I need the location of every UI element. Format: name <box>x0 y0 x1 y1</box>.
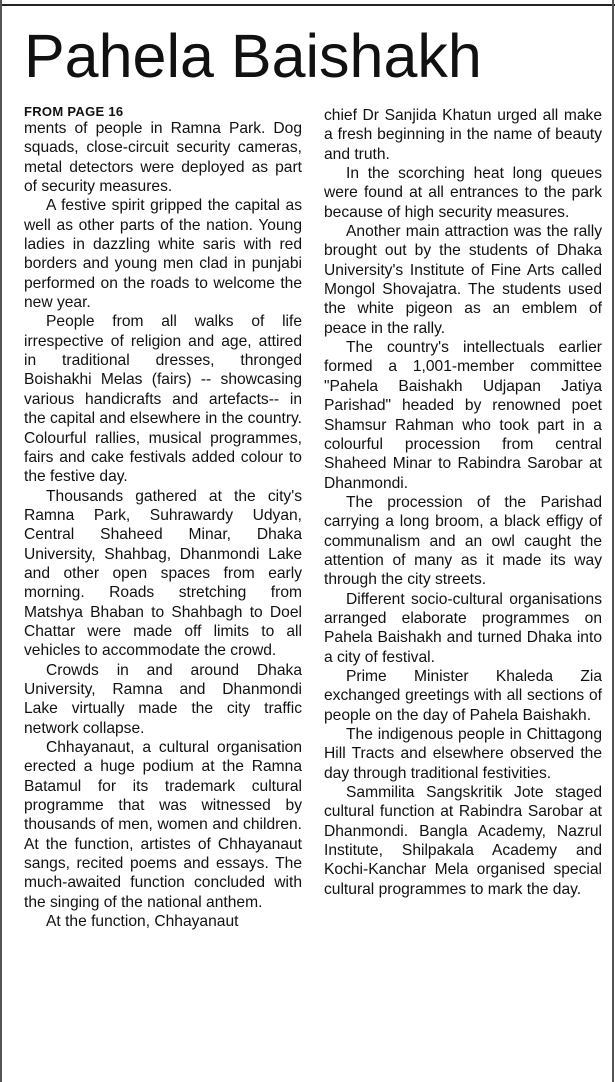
left-column <box>24 104 302 931</box>
headline: Pahela Baishakh <box>24 22 482 90</box>
kicker: FROM PAGE 16 <box>24 104 124 119</box>
paragraph: The country's intellectuals earlier formed a 1,001-member committee "Pahela Baishakh Udjapan Jatiya Parishad" headed by renowned poet Shamsur Rahman who took part in a colourful procession from central Shaheed Minar to Rabindra Sarobar at Dhanmondi. <box>324 339 602 492</box>
paragraph: In the scorching heat long queues were found at all entrances to the park because of high security measures. <box>324 165 602 221</box>
paragraph: ments of people in Ramna Park. Dog squads, close-circuit security cameras, metal detectors were deployed as part of security measures. <box>24 120 302 196</box>
paragraph: Different socio-cultural organisations arranged elaborate programmes on Pahela Baishakh and turned Dhaka into a city of festival. <box>324 590 602 666</box>
paragraph: At the function, Chhayanaut <box>46 913 239 931</box>
paragraph: The indigenous people in Chittagong Hill Tracts and elsewhere observed the day through traditional festivities. <box>324 726 602 782</box>
paragraph: Crowds in and around Dhaka University, Ramna and Dhanmondi Lake virtually made the city traffic network collapse. <box>24 661 302 737</box>
paragraph: Sammilita Sangskritik Jote staged cultural function at Rabindra Sarobar at Dhanmondi. Bangla Academy, Nazrul Institute, Shilpakala Academy and Kochi-Kanchar Mela organised special cultural programmes to mark the day. <box>324 784 602 898</box>
paragraph: chief Dr Sanjida Khatun urged all make a fresh beginning in the name of beauty and truth. <box>324 107 602 163</box>
paragraph: Another main attraction was the rally brought out by the students of Dhaka University's Institute of Fine Arts called Mongol Shovajatra. The students used the white pigeon as an emblem of peace in the rally. <box>324 223 602 337</box>
right-column <box>324 106 602 899</box>
paragraph: Thousands gathered at the city's Ramna Park, Suhrawardy Udyan, Central Shaheed Minar, Dhaka University, Shahbag, Dhanmondi Lake and other open spaces from early morning. Roads stretching from Matshya Bhaban to Shahbagh to Doel Chattar were made off limits to all vehicles to accommodate the crowd. <box>24 487 302 660</box>
paragraph: Chhayanaut, a cultural organisation erected a huge podium at the Ramna Batamul for its trademark cultural programme that was witnessed by thousands of men, women and children. At the function, artistes of Chhayanaut sangs, recited poems and essays. The much-awaited function concluded with the singing of the national anthem. <box>24 739 302 911</box>
paragraph: A festive spirit gripped the capital as well as other parts of the nation. Young ladies in dazzling white saris with red borders and young men clad in punjabi performed on the roads to welcome the new year. <box>24 197 302 312</box>
paragraph: The procession of the Parishad carrying a long broom, a black effigy of communalism and an owl caught the attention of many as it made its way through the city streets. <box>324 493 602 589</box>
left-rule <box>0 0 2 1082</box>
paragraph: People from all walks of life irrespective of religion and age, attired in traditional dresses, thronged Boishakhi Melas (fairs) -- showcasing various handicrafts and artefacts-- in the capital and elsewhere in the country. Colourful rallies, musical programmes, fairs and cake festivals added colour to the festive day. <box>24 313 302 486</box>
top-rule <box>0 4 615 6</box>
right-rule <box>612 0 614 1082</box>
paragraph: Prime Minister Khaleda Zia exchanged greetings with all sections of people on the day of Pahela Baishakh. <box>324 667 602 724</box>
